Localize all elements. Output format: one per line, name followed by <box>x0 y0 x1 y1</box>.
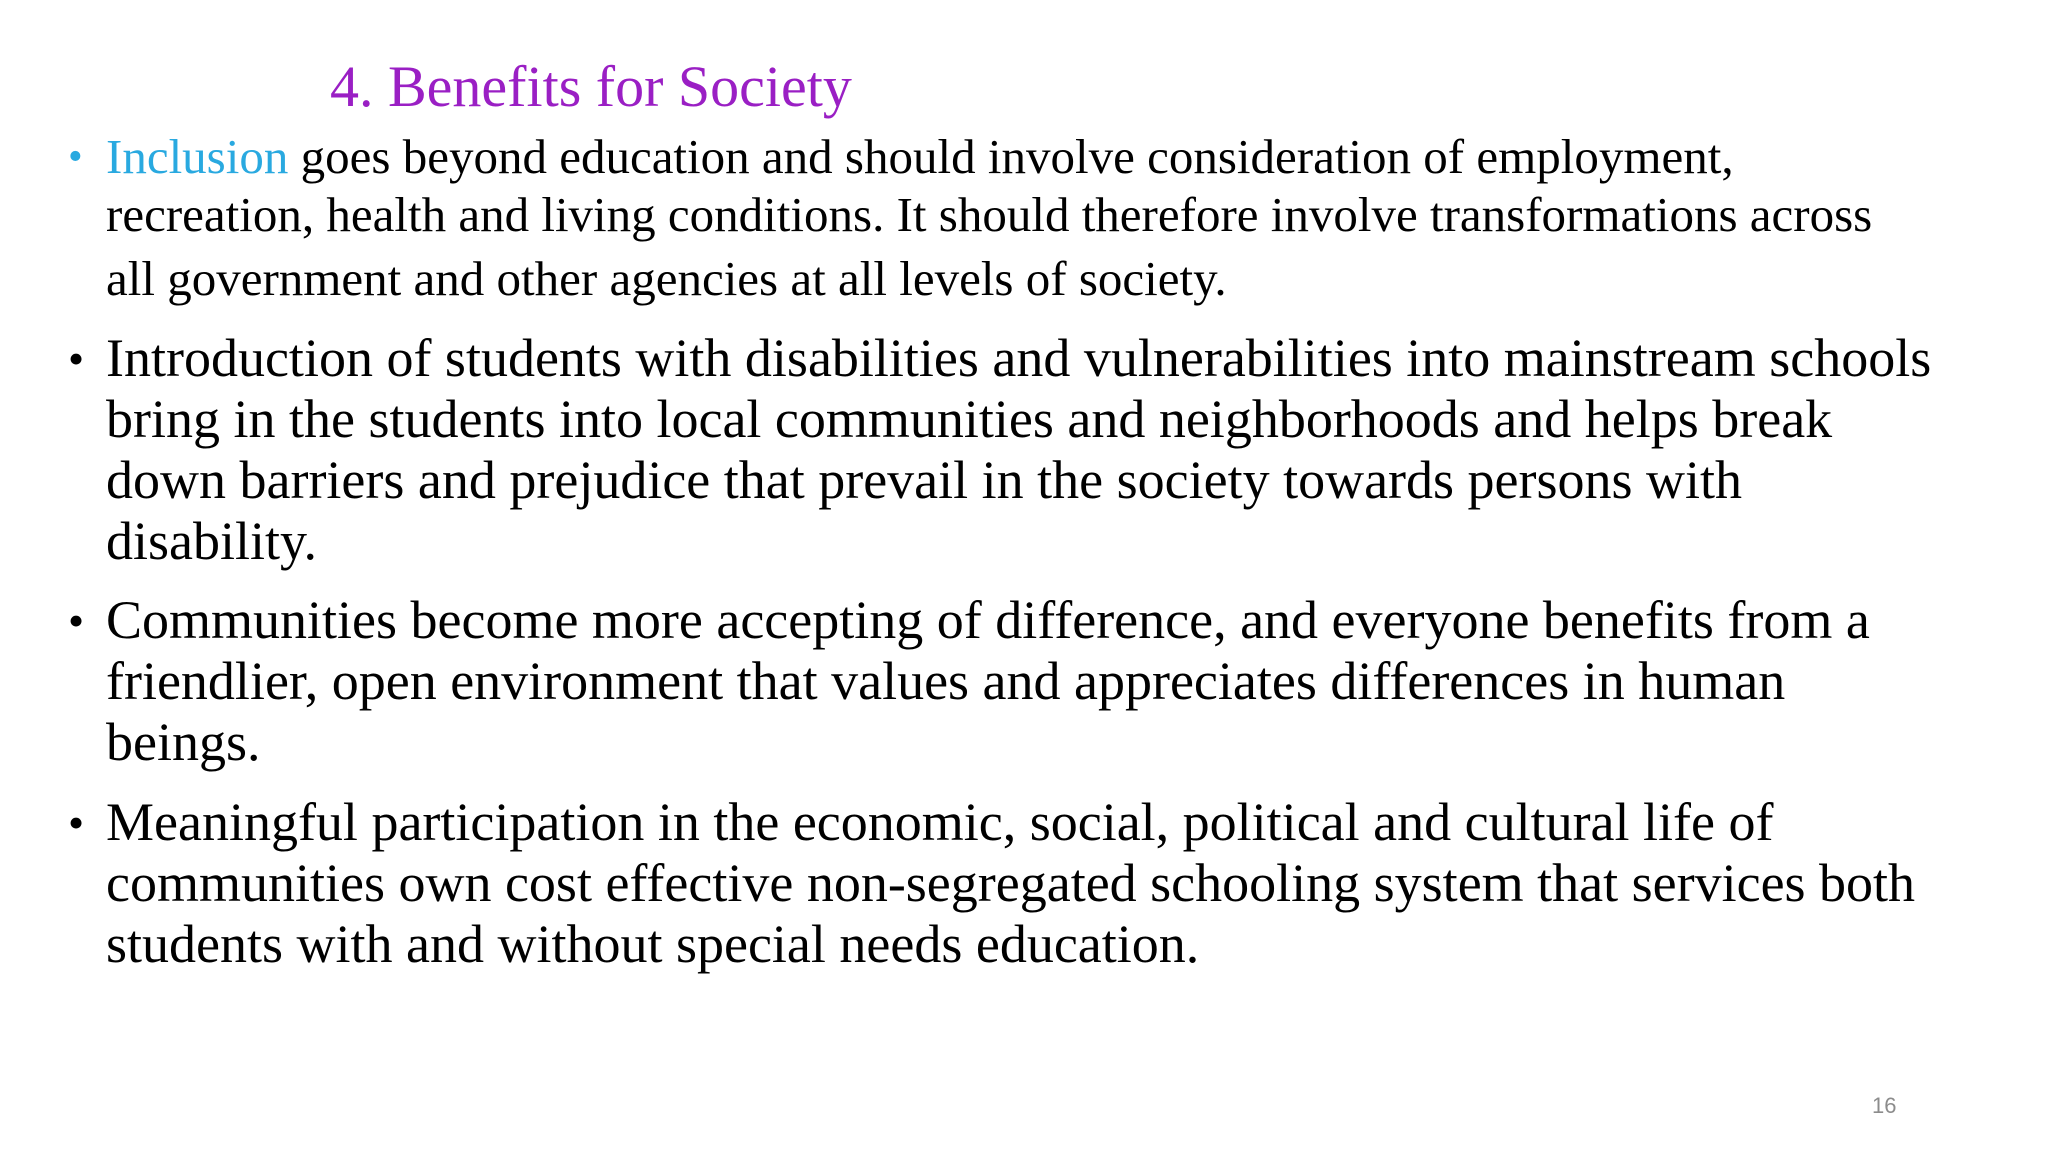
bullet-line: Meaningful participation in the economic, social, political and cultural life of <box>106 792 1774 852</box>
bullet-marker: • <box>68 595 85 646</box>
bullet-line: recreation, health and living conditions. It should therefore involve transformations across <box>106 187 1873 242</box>
bullet-line: down barriers and prejudice that prevail in the society towards persons with <box>106 450 1743 510</box>
bullet-line: disability. <box>106 511 317 571</box>
bullet-line <box>106 128 2028 186</box>
bullet-line: all government and other agencies at all levels of society. <box>106 251 1227 306</box>
bullet-marker: • <box>68 797 85 848</box>
bullet-text <box>106 792 2028 975</box>
bullet-lead-term: Inclusion <box>106 129 289 184</box>
bullet-line: beings. <box>106 712 261 772</box>
bullet-item-introduction <box>68 328 2028 572</box>
bullet-line: students with and without special needs education. <box>106 914 1200 974</box>
bullet-line: communities own cost effective non-segregated schooling system that services both <box>106 853 1916 913</box>
bullet-item-participation <box>68 792 2028 975</box>
bullet-text <box>106 590 2028 773</box>
bullet-marker: • <box>68 134 83 180</box>
bullet-text <box>106 328 2028 572</box>
bullet-line: Introduction of students with disabilities and vulnerabilities into mainstream schools <box>106 328 1932 388</box>
bullet-line: Communities become more accepting of difference, and everyone benefits from a <box>106 590 1870 650</box>
slide-title: 4. Benefits for Society <box>330 54 852 119</box>
bullet-text <box>106 128 2028 308</box>
page-number: 16 <box>1872 1093 1897 1118</box>
bullet-line-text: goes beyond education and should involve consideration of employment, <box>288 129 1734 184</box>
bullet-item-inclusion <box>68 128 2028 308</box>
bullet-marker: • <box>68 333 85 384</box>
bullet-line: bring in the students into local communities and neighborhoods and helps break <box>106 389 1833 449</box>
bullet-line: friendlier, open environment that values and appreciates differences in human <box>106 651 1786 711</box>
bullet-item-communities <box>68 590 2028 773</box>
